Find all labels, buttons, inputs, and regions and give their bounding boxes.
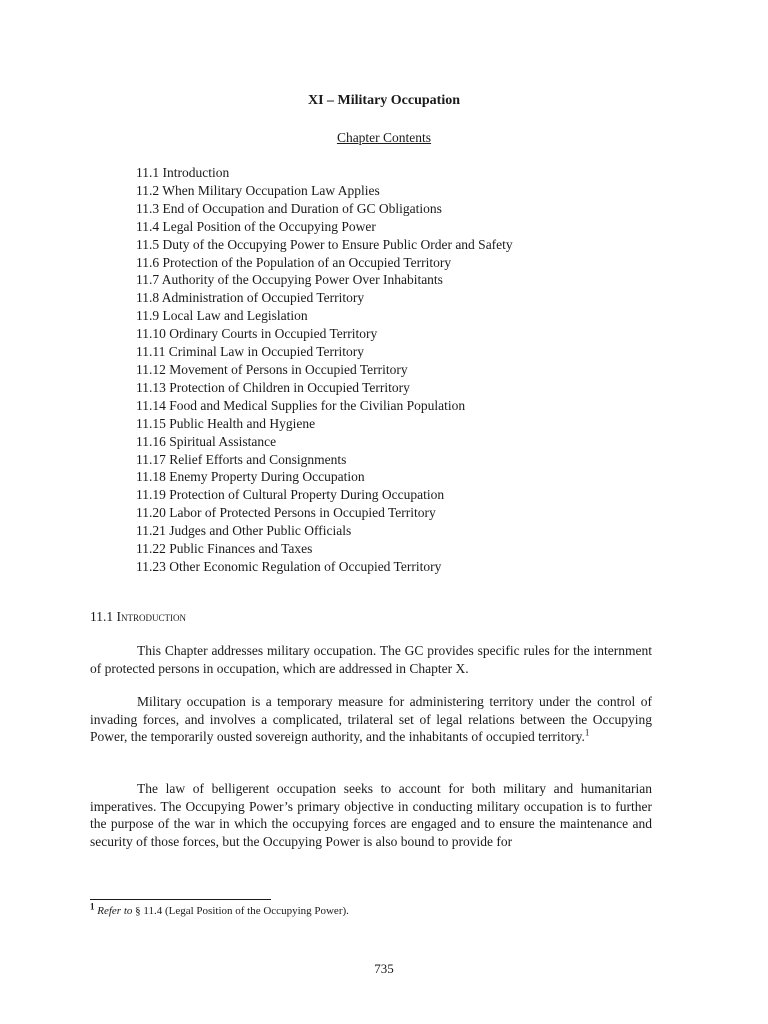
body-paragraph-1: This Chapter addresses military occupation. The GC provides specific rules for the internment of protected persons in occupation, which are addressed in Chapter X. bbox=[90, 643, 652, 676]
toc-item: 11.3 End of Occupation and Duration of GC Obligations bbox=[136, 200, 442, 216]
toc-item: 11.15 Public Health and Hygiene bbox=[136, 415, 316, 431]
body-paragraph-2-text: Military occupation is a temporary measure for administering territory under the control of invading forces, and involves a complicated, trilateral set of legal relations between the Occupying Power, the temporarily ousted sovereign authority, and the inhabitants of occupied territory. bbox=[90, 694, 652, 745]
toc-item: 11.17 Relief Efforts and Consignments bbox=[136, 451, 347, 467]
toc-item: 11.23 Other Economic Regulation of Occupied Territory bbox=[136, 558, 442, 574]
table-of-contents bbox=[136, 164, 513, 576]
section-heading bbox=[90, 609, 186, 625]
toc-item: 11.9 Local Law and Legislation bbox=[136, 308, 308, 324]
toc-item: 11.4 Legal Position of the Occupying Power bbox=[136, 218, 376, 234]
footnote-lead: Refer to bbox=[97, 905, 133, 917]
toc-item: 11.16 Spiritual Assistance bbox=[136, 433, 277, 449]
chapter-title: XI – Military Occupation bbox=[307, 93, 461, 108]
toc-item: 11.22 Public Finances and Taxes bbox=[136, 541, 313, 557]
footnote-separator bbox=[90, 899, 271, 900]
toc-item: 11.12 Movement of Persons in Occupied Territory bbox=[136, 361, 408, 377]
footnote bbox=[90, 901, 349, 917]
toc-item: 11.20 Labor of Protected Persons in Occupied Territory bbox=[136, 505, 436, 521]
toc-item: 11.19 Protection of Cultural Property During Occupation bbox=[136, 487, 445, 503]
toc-item: 11.1 Introduction bbox=[136, 165, 230, 180]
footnote-number: 1 bbox=[90, 901, 95, 912]
toc-item: 11.11 Criminal Law in Occupied Territory bbox=[136, 344, 364, 360]
body-paragraph-3: The law of belligerent occupation seeks to account for both military and humanitarian imperatives. The Occupying Power’s primary objective in conducting military occupation is to further the purpose of the war in which the occupying forces are engaged and to ensure the maintenance and security of those forces, but the Occupying Power is also bound to provide for bbox=[90, 781, 652, 849]
toc-item: 11.8 Administration of Occupied Territory bbox=[136, 290, 365, 306]
page-number: 735 bbox=[374, 961, 394, 976]
body-paragraph-2 bbox=[90, 693, 652, 746]
toc-item: 11.14 Food and Medical Supplies for the Civilian Population bbox=[136, 397, 466, 413]
toc-item: 11.10 Ordinary Courts in Occupied Territory bbox=[136, 326, 378, 342]
contents-heading: Chapter Contents bbox=[336, 130, 432, 145]
toc-item: 11.18 Enemy Property During Occupation bbox=[136, 469, 365, 485]
section-title: Introduction bbox=[116, 609, 186, 624]
footnote-text: § 11.4 (Legal Position of the Occupying Power). bbox=[132, 905, 349, 917]
toc-item: 11.21 Judges and Other Public Officials bbox=[136, 523, 352, 539]
toc-item: 11.2 When Military Occupation Law Applies bbox=[136, 182, 380, 198]
toc-item: 11.5 Duty of the Occupying Power to Ensure Public Order and Safety bbox=[136, 236, 513, 252]
section-number: 11.1 bbox=[90, 609, 114, 624]
toc-item: 11.7 Authority of the Occupying Power Over Inhabitants bbox=[136, 272, 443, 288]
footnote-reference[interactable]: 1 bbox=[584, 727, 590, 738]
toc-item: 11.13 Protection of Children in Occupied Territory bbox=[136, 379, 410, 395]
toc-item: 11.6 Protection of the Population of an Occupied Territory bbox=[136, 254, 452, 270]
